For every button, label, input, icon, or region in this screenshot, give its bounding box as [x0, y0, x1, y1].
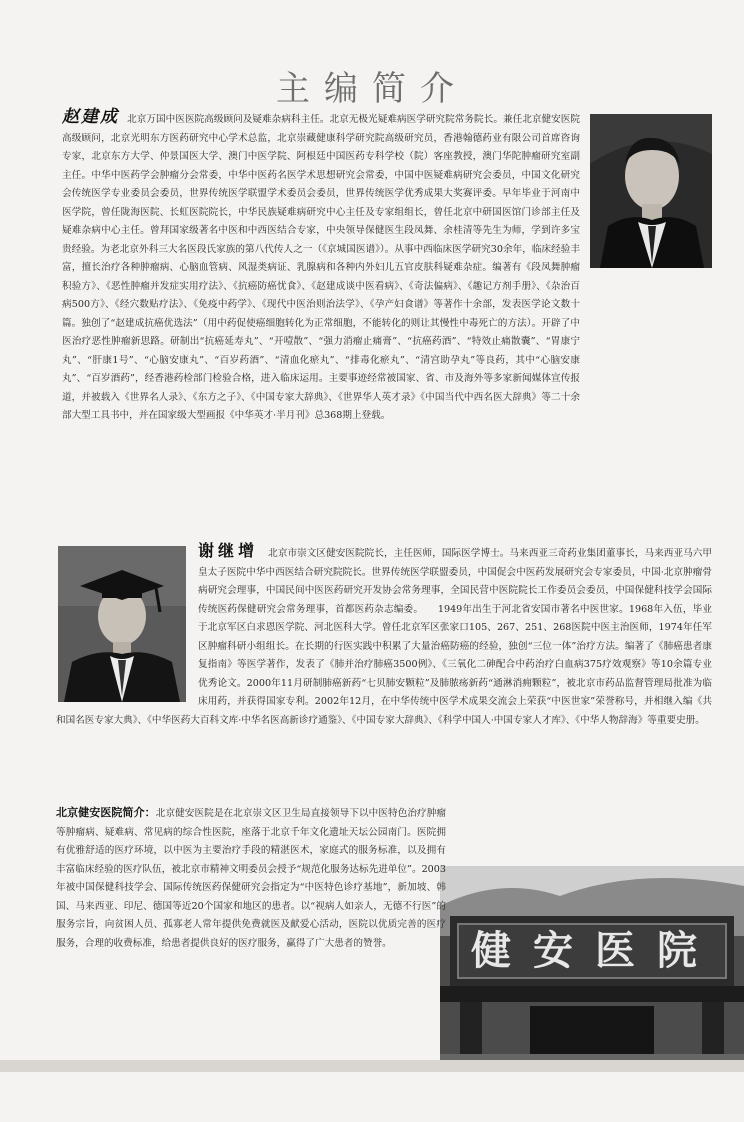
bio-xie-text: 北京市崇文区健安医院院长，主任医师，国际医学博士。马来西亚三奇药业集团董事长，马来西亚马六甲皇太子医院中华中西医结合研究院院长。世界传统医学联盟委员，中国促会中医药发展研究会专家委员，中国·北京肿瘤骨病研究会理事，中国民间中医医药研究开发协会常务理事，全国民营中医院院长工作委员会委员，中国保健科技学会国际传统医药保健研究会常务理事，首都医药杂志编委。 1949年出生于河北省安国市著名中医世家。1968年入伍，毕业于北京军区白求恩医学院、河北医科大学。曾任北京军区张家口105、267、251、268医院中医主治医师，1974年任军区肿瘤科研小组组长。在长期的行医实践中积累了大量治癌防癌的经验，独创“三位一体”治疗方法。编著了《肺癌患者康复指南》等医学著作，发表了《肺并治疗肺癌3500例》、《三氧化二砷配合中药治疗白血病375疗效观察》等10余篇专业优秀论文。2000年11月研制肺癌新药“七贝肺安颗粒”及肺脓疡新药“通淋消痈颗粒”，被北京市药品监督管理局批准为临床用药，并获得国家专利。2002年12月，在中华传统中医学术成果交流会上荣获“中医世家”荣誉称号，并相继入编《共和国名医专家大典》、《中华医药大百科文库·中华名医高新诊疗通鉴》、《中国专家大辞典》、《科学中国人·中国专家人才库》、《中华人物辞海》等重要史册。	[56, 548, 712, 726]
page-title: 主编简介	[276, 68, 468, 109]
bottom-band	[0, 1060, 744, 1072]
hospital-sign-text: 健安医院	[471, 927, 719, 974]
hospital-intro-heading: 北京健安医院简介：	[56, 806, 156, 819]
bio-zhao-name: 赵建成	[62, 107, 120, 127]
hospital-gate-photo	[440, 866, 744, 1066]
bio-zhao	[62, 108, 712, 426]
bio-xie-name: 谢继增	[198, 541, 259, 560]
bio-zhao-text: 北京万国中医医院高级顾问及疑难杂病科主任。北京无极光疑难病医学研究院常务院长。兼任北京健安医院高级顾问，北京光明东方医药研究中心学术总监，北京崇藏健康科学研究院高级研究员，香港翰德药业有限公司首席咨询专家，北京东方大学、仲景国医大学、澳门中医学院、阿根廷中国医药专科学校（院）客座教授，澳门华陀肿瘤研究室副主任。中华中医药学会肿瘤分会常委，中华中医药名医学术思想研究会常委，中国中医疑难病研究会委员，中国文化研究会传统医学专业委员会委员，世界传统医学联盟学术委员会委员，世界传统医学优秀成果大奖赛评委。早年毕业于河南中医学院，曾任陇海医院、长虹医院院长，中华民族疑难病研究中心主任及专家组组长，曾任北京中研国医馆门诊部主任及疑难杂病中心主任。曾拜国家级著名中医和中西医结合专家，中央领导保健医生段凤舞、余桂清等先生为师，学到许多宝贵经验。为老北京外科三大名医段氏家族的第八代传人之一（《京城国医谱》）。从事中西临床医学研究30余年，临床经验丰富，擅长治疗各种肿瘤病、心脑血管病、风湿类病证、乳腺病和各种内外妇儿五官皮肤科疑难杂症。编著有《段凤舞肿瘤积验方》、《恶性肿瘤并发症实用疗法》、《抗癌防癌忧食》、《赵建成谈中医看病》、《奇法偏病》、《趣记方剂手册》、《杂治百病500方》、《经穴数贴疗法》、《免疫中药学》、《现代中医治则治法学》、《孕产妇食谱》等著作十余部，发表医学论文数十篇。独创了“赵建成抗癌优选法”（用中药促使癌细胞转化为正常细胞，不能转化的则让其慢性中毒死亡的方法）。开辟了中医治疗恶性肿瘤新思路。研制出“抗癌延寿丸”、“开噎散”、“强力消瘤止痛膏”、“抗癌药酒”、“特效止痛散囊”、“胃康宁丸”、“肝康1号”、“心脑安康丸”、“百岁药酒”、“清血化瘀丸”、“排毒化瘀丸”、“清宫助孕丸”等良药，其中“心脑安康丸”、“百岁酒药”，经香港药检部门检验合格，进入临床运用。主要事迹经常被国家、省、市及海外等多家新闻媒体宣传报道，并被载入《世界名人录》、《东方之子》、《中国专家大辞典》、《世界华人英才录》《中国当代中西名医大辞典》等二十余部大型工具书中，并在国家级大型画报《中华英才·半月刊》总368期上登载。	[62, 114, 581, 421]
bio-xie	[56, 542, 712, 730]
hospital-intro	[56, 804, 446, 953]
hospital-intro-text: 北京健安医院是在北京崇文区卫生局直接领导下以中医特色治疗肿瘤等肿瘤病、疑难病、常见病的综合性医院，座落于北京千年文化遗址天坛公园南门。医院拥有优雅舒适的医疗环境，以中医为主要治疗手段的精湛医术，家庭式的服务标准，以及拥有丰富临床经验的医疗队伍，被北京市精神文明委员会授予“规范化服务达标先进单位”。2003年被中国保健科技学会、国际传统医药保健研究会指定为“中医特色诊疗基地”，新加坡、韩国、马来西亚、印尼、德国等近20个国家和地区的患者。以“视病人如亲人，无德不行医”的服务宗旨，向贫困人员、孤寡老人常年提供免费就医及献爱心活动，医院以优质完善的医疗服务，合理的收费标准，给患者提供良好的医疗服务，赢得了广大患者的赞誉。	[56, 808, 447, 949]
